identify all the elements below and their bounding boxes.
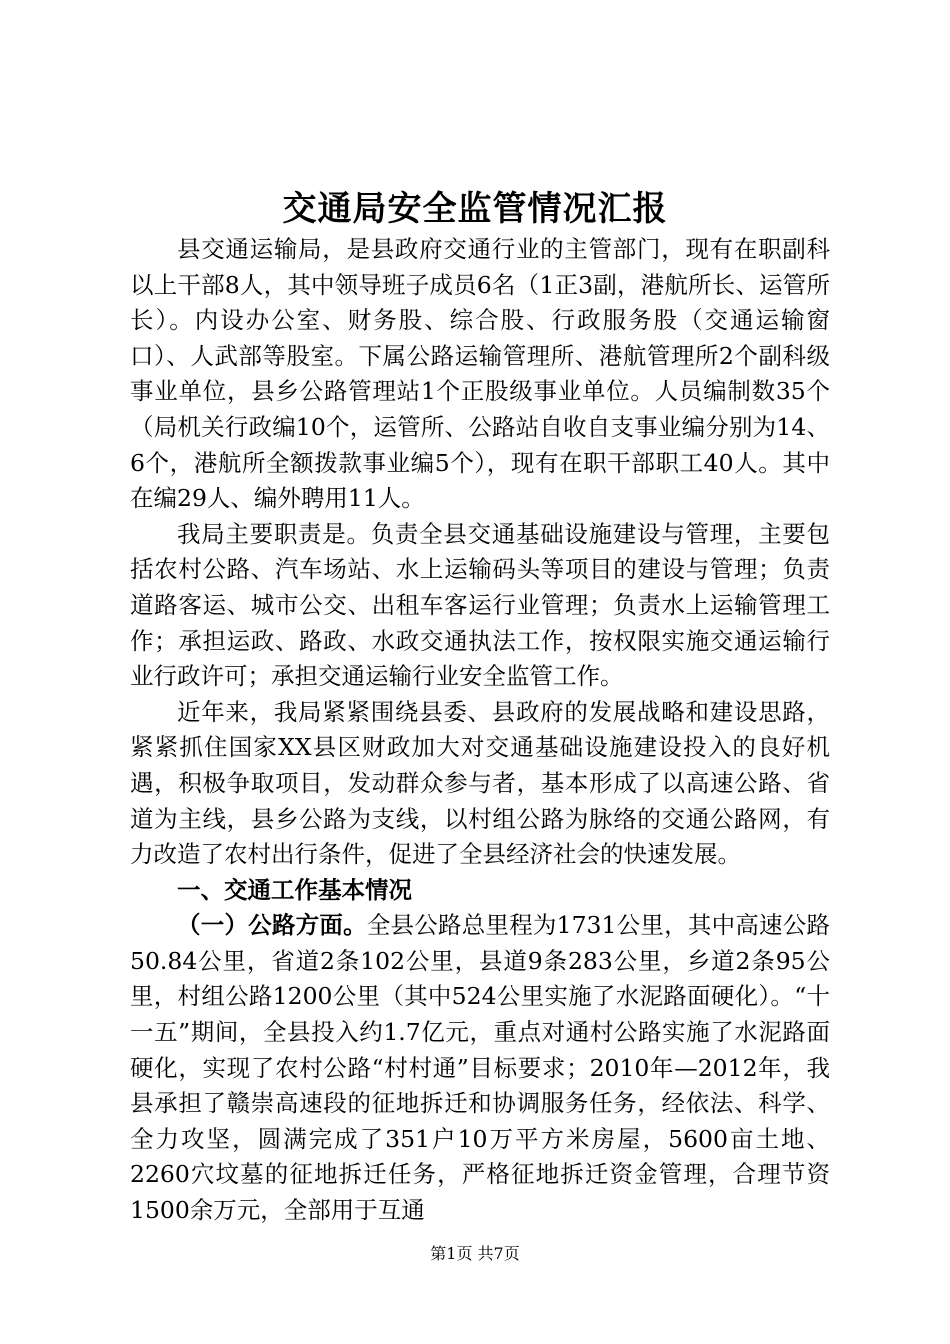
subsection-paragraph bbox=[130, 908, 830, 1228]
subsection-text: 全县公路总里程为1731公里，其中高速公路50.84公里，省道2条102公里，县道9条283公里，乡道2条95公里，村组公路1200公里（其中524公里实施了水泥路面硬化）。“十一五”期间，全县投入约1.7亿元，重点对通村公路实施了水泥路面硬化，实现了农村公路“村村通”目标要求；2010年—2012年，我县承担了赣崇高速段的征地拆迁和协调服务任务，经依法、科学、全力攻坚，圆满完成了351户10万平方米房屋，5600亩土地、2260穴坟墓的征地拆迁任务，严格征地拆迁资金管理，合理节资1500余万元，全部用于互通 bbox=[130, 911, 831, 1225]
document-title: 交通局安全监管情况汇报 bbox=[282, 189, 668, 229]
page-footer: 第1页 共7页 bbox=[430, 1244, 520, 1263]
document-body bbox=[130, 232, 830, 1229]
paragraph-1: 县交通运输局，是县政府交通行业的主管部门，现有在职副科以上干部8人，其中领导班子成员6名（1正3副，港航所长、运管所长）。内设办公室、财务股、综合股、行政服务股（交通运输窗口）、人武部等股室。下属公路运输管理所、港航管理所2个副科级事业单位，县乡公路管理站1个正股级事业单位。人员编制数35个（局机关行政编10个，运管所、公路站自收自支事业编分别为14、6个，港航所全额拨款事业编5个），现有在职干部职工40人。其中在编29人、编外聘用11人。 bbox=[130, 235, 830, 513]
paragraph-3: 近年来，我局紧紧围绕县委、县政府的发展战略和建设思路，紧紧抓住国家XX县区财政加大对交通基础设施建设投入的良好机遇，积极争取项目，发动群众参与者，基本形成了以高速公路、省道为主线，县乡公路为支线，以村组公路为脉络的交通公路网，有力改造了农村出行条件，促进了全县经济社会的快速发展。 bbox=[130, 697, 830, 869]
paragraph-2: 我局主要职责是。负责全县交通基础设施建设与管理，主要包括农村公路、汽车场站、水上运输码头等项目的建设与管理；负责道路客运、城市公交、出租车客运行业管理；负责水上运输管理工作；承担运政、路政、水政交通执法工作，按权限实施交通运输行业行政许可；承担交通运输行业安全监管工作。 bbox=[130, 519, 830, 691]
subsection-lead: （一）公路方面。 bbox=[177, 911, 367, 940]
section-heading: 一、交通工作基本情况 bbox=[177, 875, 412, 904]
